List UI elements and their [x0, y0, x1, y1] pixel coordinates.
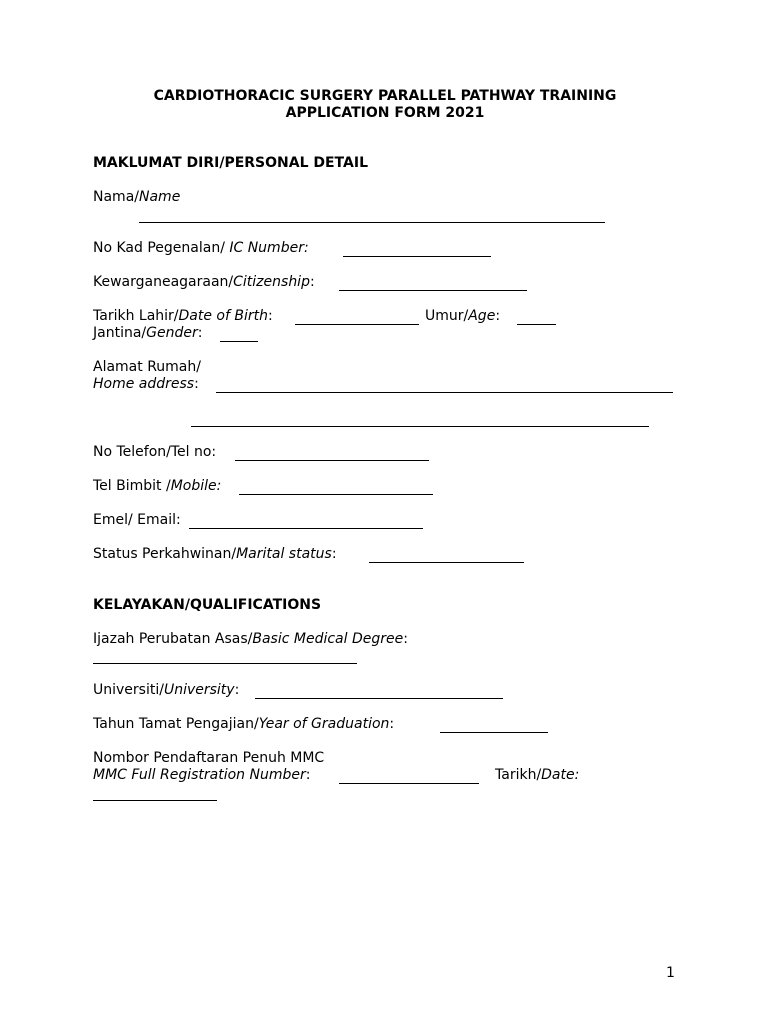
email-label: Emel/ Email: [93, 512, 181, 528]
ic-number-field[interactable] [343, 256, 491, 257]
mmc-label-line-1: Nombor Pendaftaran Penuh MMC [93, 750, 325, 766]
name-label: Nama/Name [93, 189, 181, 205]
personal-detail-heading: MAKLUMAT DIRI/PERSONAL DETAIL [93, 155, 368, 171]
address-label-line-1: Alamat Rumah/ [93, 359, 201, 375]
page-number: 1 [666, 965, 675, 981]
graduation-year-field[interactable] [440, 732, 548, 733]
gender-field[interactable] [220, 341, 258, 342]
telephone-label: No Telefon/Tel no: [93, 444, 217, 460]
address-label: Home address: [93, 376, 199, 392]
mmc-number-label: MMC Full Registration Number: [93, 767, 311, 783]
basic-medical-degree-label: Ijazah Perubatan Asas/Basic Medical Degree: [93, 631, 408, 647]
gender-label: Jantina/Gender: [93, 325, 203, 341]
basic-medical-degree-field[interactable] [93, 663, 357, 664]
age-field[interactable] [517, 324, 556, 325]
university-label: Universiti/University: [93, 682, 240, 698]
age-label: Umur/Age: [425, 308, 501, 324]
email-field[interactable] [189, 528, 423, 529]
telephone-field[interactable] [235, 460, 429, 461]
mobile-field[interactable] [239, 494, 433, 495]
university-field[interactable] [255, 698, 503, 699]
marital-status-field[interactable] [369, 562, 524, 563]
form-title-line-1: CARDIOTHORACIC SURGERY PARALLEL PATHWAY TRAINING [153, 88, 617, 104]
date-of-birth-field[interactable] [295, 324, 419, 325]
ic-number-label: No Kad Pegenalan/ IC Number: [93, 240, 309, 256]
form-title-line-2: APPLICATION FORM 2021 [285, 105, 485, 121]
mmc-date-field[interactable] [93, 800, 217, 801]
qualifications-heading: KELAYAKAN/QUALIFICATIONS [93, 597, 322, 613]
date-of-birth-label: Tarikh Lahir/Date of Birth: [93, 308, 273, 324]
marital-status-label: Status Perkahwinan/Marital status: [93, 546, 337, 562]
graduation-year-label: Tahun Tamat Pengajian/Year of Graduation: [93, 716, 395, 732]
citizenship-label: Kewarganeagaraan/Citizenship: [93, 274, 315, 290]
mmc-date-label: Tarikh/Date: [495, 767, 580, 783]
address-field-line-2[interactable] [191, 426, 649, 427]
address-field-line-1[interactable] [216, 392, 673, 393]
mobile-label: Tel Bimbit /Mobile: [93, 478, 222, 494]
citizenship-field[interactable] [339, 290, 527, 291]
name-field[interactable] [139, 222, 605, 223]
mmc-number-field[interactable] [339, 783, 479, 784]
